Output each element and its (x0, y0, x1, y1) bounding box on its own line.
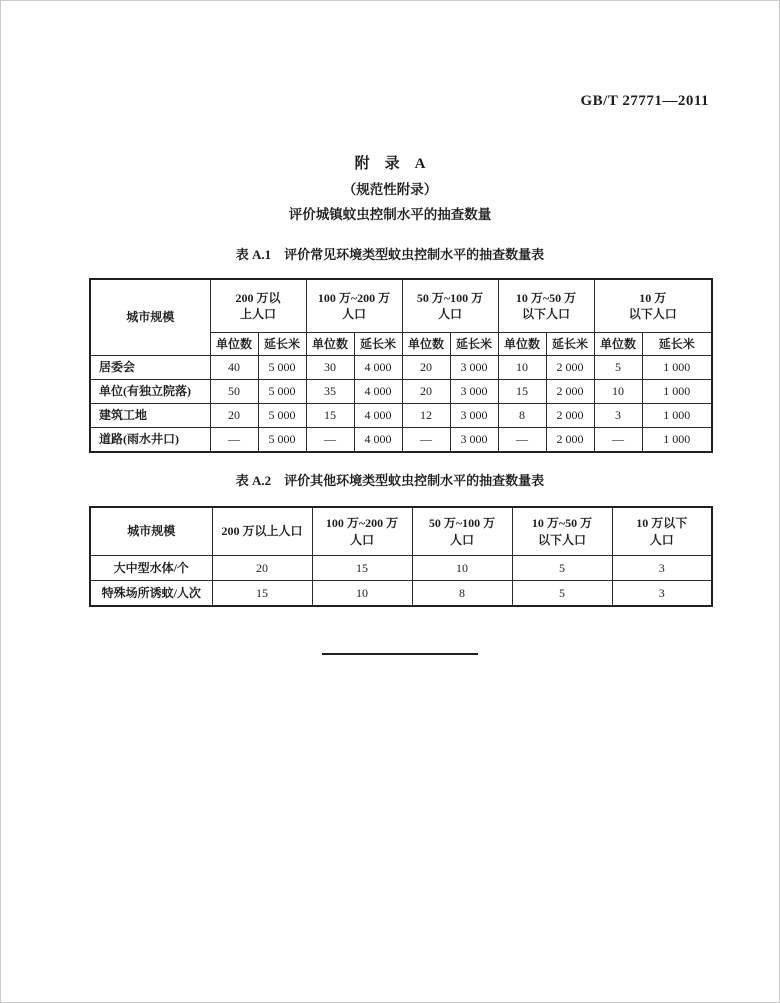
table-a2-caption: 表 A.2 评价其他环境类型蚊虫控制水平的抽查数量表 (235, 473, 545, 488)
a1-row-header: 城市规模 (90, 279, 210, 356)
cell: — (594, 428, 642, 453)
cell: 1 000 (642, 404, 712, 428)
cell: 50 (210, 380, 258, 404)
standard-number: GB/T 27771—2011 (580, 93, 709, 109)
a1-group-line: 10 万~50 万 (515, 290, 577, 305)
cell: 5 (512, 581, 612, 607)
cell: 8 (412, 581, 512, 607)
cell: — (498, 428, 546, 453)
cell: 10 (312, 581, 412, 607)
cell: 1 000 (642, 356, 712, 380)
cell: — (306, 428, 354, 453)
cell: 2 000 (546, 356, 594, 380)
a1-sub-header: 单位数 (498, 333, 546, 356)
cell: 15 (212, 581, 312, 607)
a1-group-line: 以下人口 (522, 307, 571, 321)
table-row (90, 404, 712, 428)
table-a2 (89, 506, 713, 607)
cell: 30 (306, 356, 354, 380)
cell: — (402, 428, 450, 453)
a1-group-line: 以下人口 (628, 307, 677, 321)
a1-row-label: 建筑工地 (90, 404, 210, 428)
appendix-subtitle: （规范性附录） (342, 182, 438, 197)
cell: 3 000 (450, 380, 498, 404)
a1-sub-header: 单位数 (402, 333, 450, 356)
a2-col-line: 100 万~200 万 (325, 516, 399, 531)
a1-group-header (594, 279, 712, 333)
a2-row-label: 特殊场所诱蚊/人次 (90, 581, 212, 607)
cell: 2 000 (546, 428, 594, 453)
cell: — (210, 428, 258, 453)
a1-sub-header: 延长米 (354, 333, 402, 356)
a2-col-line: 200 万以上人口 (221, 524, 303, 539)
end-of-document-rule (322, 653, 478, 655)
a1-row-label: 居委会 (90, 356, 210, 380)
a1-sub-header: 单位数 (594, 333, 642, 356)
a2-col-line: 50 万~100 万 (428, 516, 496, 531)
table-row (90, 380, 712, 404)
a2-col-header (512, 507, 612, 556)
cell: 20 (402, 380, 450, 404)
a2-col-line: 以下人口 (537, 532, 586, 547)
cell: 10 (412, 556, 512, 581)
cell: 10 (594, 380, 642, 404)
cell: 3 000 (450, 428, 498, 453)
cell: 1 000 (642, 380, 712, 404)
a1-row-label: 道路(雨水井口) (90, 428, 210, 453)
cell: 35 (306, 380, 354, 404)
a2-row-label: 大中型水体/个 (90, 556, 212, 581)
cell: 3 000 (450, 356, 498, 380)
cell: 5 000 (258, 428, 306, 453)
a1-group-header (210, 279, 306, 333)
a1-group-header (306, 279, 402, 333)
cell: 20 (210, 404, 258, 428)
a1-group-header (498, 279, 594, 333)
cell: 3 (594, 404, 642, 428)
cell: 3 (612, 581, 712, 607)
a2-col-header (212, 507, 312, 556)
cell: 12 (402, 404, 450, 428)
a2-col-header (312, 507, 412, 556)
cell: 20 (402, 356, 450, 380)
cell: 15 (306, 404, 354, 428)
a1-group-line: 200 万以 (235, 290, 281, 305)
table-row (90, 581, 712, 607)
appendix-title: 附 录 A (354, 156, 426, 172)
cell: 1 000 (642, 428, 712, 453)
table-row (90, 556, 712, 581)
a1-group-line: 10 万 (639, 290, 667, 305)
a1-sub-header: 延长米 (450, 333, 498, 356)
a2-col-line: 人口 (349, 532, 374, 547)
cell: 4 000 (354, 404, 402, 428)
table-row (90, 356, 712, 380)
cell: 5 000 (258, 380, 306, 404)
table-a1 (89, 278, 713, 453)
a1-sub-header: 延长米 (642, 333, 712, 356)
a2-col-line: 10 万以下 (636, 516, 688, 531)
cell: 5 000 (258, 404, 306, 428)
cell: 5 (594, 356, 642, 380)
a1-group-line: 上人口 (240, 307, 277, 321)
a1-group-line: 50 万~100 万 (416, 290, 484, 305)
cell: 3 000 (450, 404, 498, 428)
a2-col-line: 人口 (649, 532, 674, 547)
cell: 20 (212, 556, 312, 581)
a1-sub-header: 延长米 (258, 333, 306, 356)
cell: 4 000 (354, 428, 402, 453)
a1-group-line: 100 万~200 万 (317, 290, 391, 305)
a1-group-line: 人口 (438, 307, 463, 321)
a1-sub-header: 单位数 (306, 333, 354, 356)
a2-row-header: 城市规模 (90, 507, 212, 556)
a2-col-line: 10 万~50 万 (531, 516, 593, 531)
a1-group-header (402, 279, 498, 333)
a1-group-line: 人口 (342, 307, 367, 321)
cell: 15 (312, 556, 412, 581)
cell: 3 (612, 556, 712, 581)
table-row (90, 428, 712, 453)
table-a1-caption: 表 A.1 评价常见环境类型蚊虫控制水平的抽查数量表 (235, 247, 545, 262)
cell: 15 (498, 380, 546, 404)
cell: 2 000 (546, 380, 594, 404)
a1-sub-header: 单位数 (210, 333, 258, 356)
a2-col-header (612, 507, 712, 556)
cell: 4 000 (354, 356, 402, 380)
cell: 4 000 (354, 380, 402, 404)
a1-sub-header: 延长米 (546, 333, 594, 356)
a1-row-label: 单位(有独立院落) (90, 380, 210, 404)
cell: 8 (498, 404, 546, 428)
appendix-heading: 评价城镇蚊虫控制水平的抽查数量 (288, 207, 492, 222)
cell: 5 000 (258, 356, 306, 380)
cell: 10 (498, 356, 546, 380)
cell: 5 (512, 556, 612, 581)
a2-col-header (412, 507, 512, 556)
a2-col-line: 人口 (449, 532, 474, 547)
cell: 2 000 (546, 404, 594, 428)
cell: 40 (210, 356, 258, 380)
